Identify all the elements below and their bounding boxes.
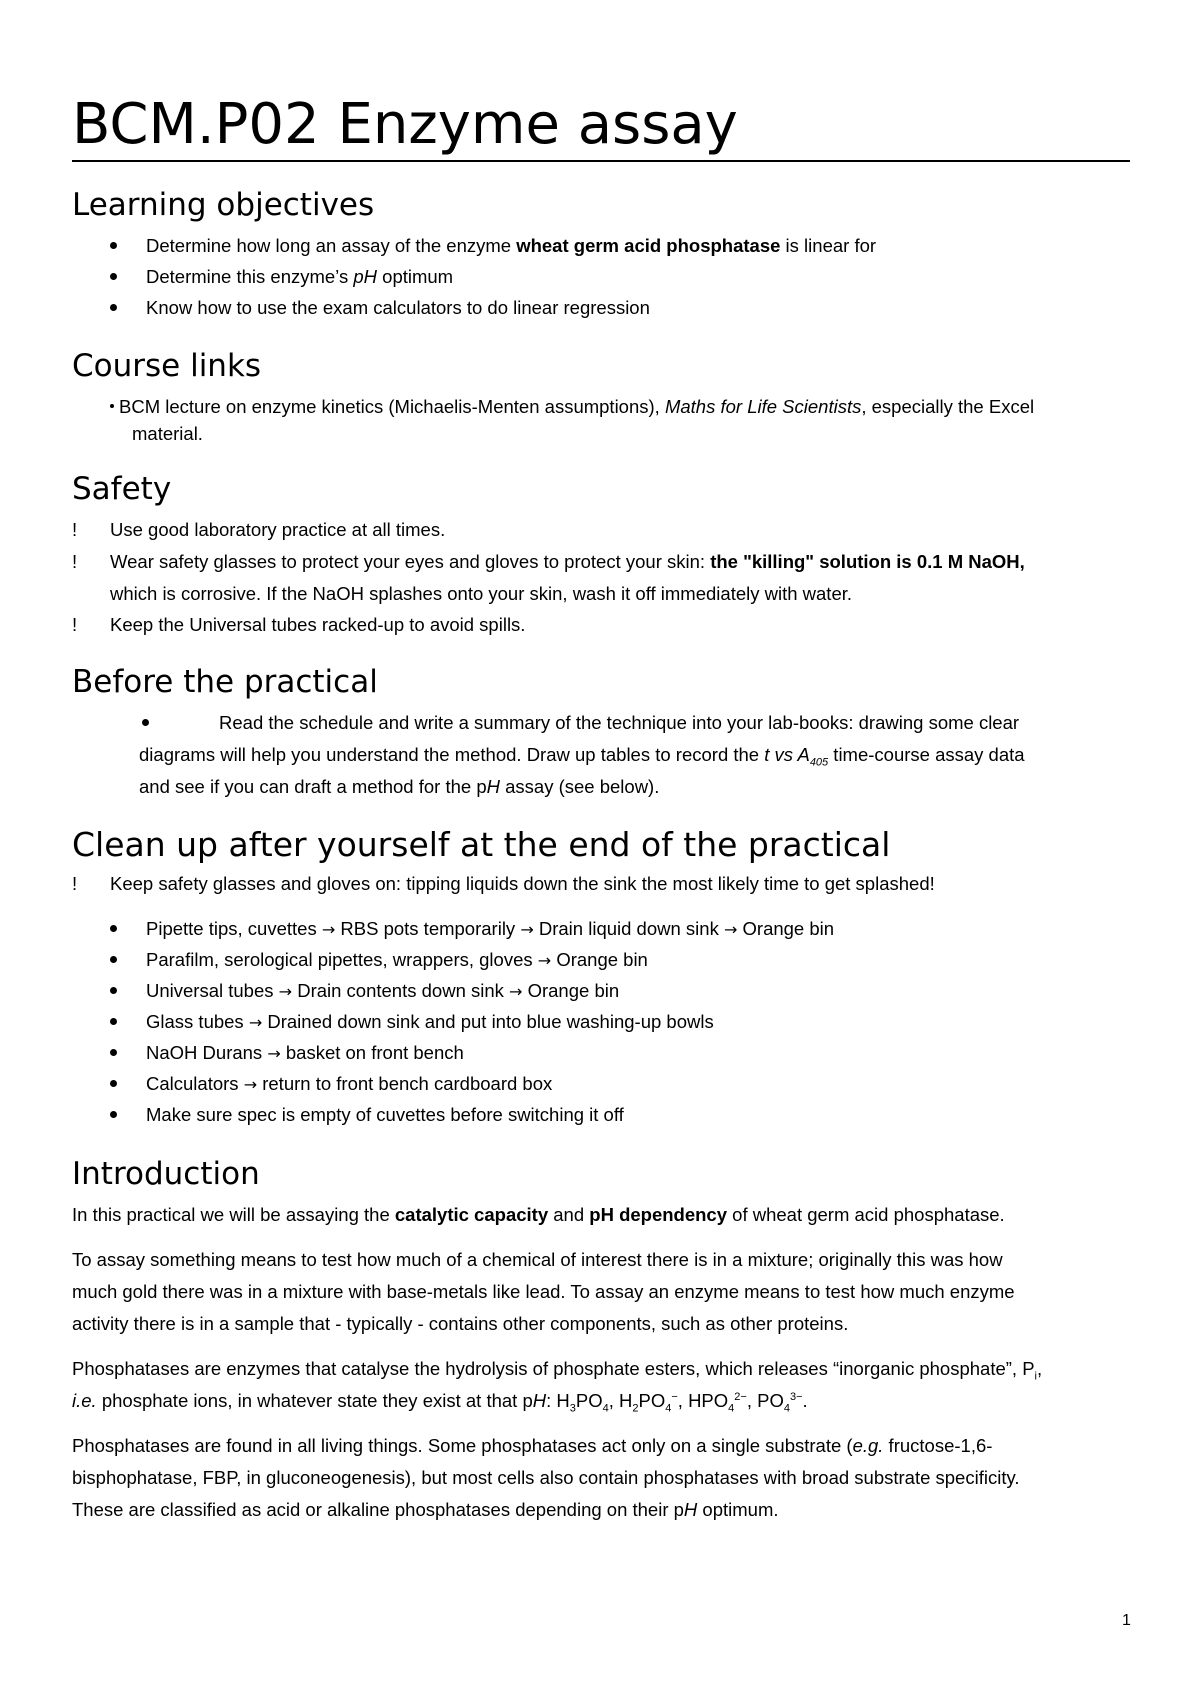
cleanup-item-7: Make sure spec is empty of cuvettes before switching it off bbox=[146, 1104, 624, 1125]
course-links-line-1: BCM lecture on enzyme kinetics (Michaelis-Menten assumptions), Maths for Life Scientists, especially the Excel bbox=[110, 393, 1034, 421]
intro-paragraph-3-line-2: i.e. phosphate ions, in whatever state they exist at that pH: $H_3PO_4$, $H_2PO_4^-$, $HPO_4^{2-}$, $PO_4^{3-}$. bbox=[72, 1390, 808, 1415]
bullet-icon bbox=[110, 273, 117, 280]
before-line-1: Read the schedule and write a summary of the technique into your lab-books: drawing some clear bbox=[219, 712, 1020, 733]
bullet-icon bbox=[110, 242, 117, 249]
document-title: BCM.P02 Enzyme assay bbox=[72, 90, 1130, 162]
intro-paragraph-4-line-2: bisphophatase, FBP, in gluconeogenesis), but most cells also contain phosphatases with broad substrate specificity. bbox=[72, 1467, 1020, 1488]
bullet-icon bbox=[110, 1111, 117, 1118]
before-line-2: diagrams will help you understand the method. Draw up tables to record the t vs $A_{405}$ time-course assay data bbox=[139, 744, 1025, 769]
intro-paragraph-4-line-3: These are classified as acid or alkaline phosphatases depending on their pH optimum. bbox=[72, 1499, 779, 1520]
intro-paragraph-4-line-1: Phosphatases are found in all living things. Some phosphatases act only on a single substrate (e.g. fructose-1,6- bbox=[72, 1435, 993, 1456]
bullet-icon bbox=[110, 956, 117, 963]
warning-mark: ! bbox=[72, 519, 78, 540]
arrow-icon: → bbox=[278, 982, 293, 1001]
objective-item-3: Know how to use the exam calculators to do linear regression bbox=[146, 297, 650, 318]
heading-safety: Safety bbox=[72, 471, 172, 507]
intro-paragraph-3-line-1: Phosphatases are enzymes that catalyse the hydrolysis of phosphate esters, which releases “inorganic phosphate”, $P_i$, bbox=[72, 1358, 1043, 1383]
cleanup-item-4: Glass tubes → Drained down sink and put into blue washing-up bowls bbox=[146, 1011, 714, 1032]
warning-mark: ! bbox=[72, 873, 78, 894]
cleanup-warning: Keep safety glasses and gloves on: tipping liquids down the sink the most likely time to get splashed! bbox=[110, 873, 935, 894]
safety-item-1: Use good laboratory practice at all times. bbox=[110, 519, 446, 540]
bullet-icon bbox=[110, 1080, 117, 1087]
warning-mark: ! bbox=[72, 551, 78, 572]
heading-learning-objectives: Learning objectives bbox=[72, 187, 375, 223]
page-number: 1 bbox=[1122, 1612, 1131, 1629]
intro-paragraph-1: In this practical we will be assaying the catalytic capacity and pH dependency of wheat germ acid phosphatase. bbox=[72, 1204, 1005, 1225]
bullet-icon bbox=[110, 987, 117, 994]
safety-item-2-cont: which is corrosive. If the NaOH splashes onto your skin, wash it off immediately with water. bbox=[110, 583, 853, 604]
bullet-icon bbox=[110, 304, 117, 311]
arrow-icon: → bbox=[537, 951, 552, 970]
cleanup-item-5: NaOH Durans → basket on front bench bbox=[146, 1042, 464, 1063]
bullet-icon bbox=[142, 719, 149, 726]
arrow-icon: → bbox=[248, 1013, 263, 1032]
heading-before-practical: Before the practical bbox=[72, 664, 378, 700]
cleanup-item-2: Parafilm, serological pipettes, wrappers, gloves → Orange bin bbox=[146, 949, 648, 970]
cleanup-item-3: Universal tubes → Drain contents down sink → Orange bin bbox=[146, 980, 620, 1001]
course-links-line-2: material. bbox=[132, 423, 203, 444]
safety-item-2: Wear safety glasses to protect your eyes and gloves to protect your skin: the "killing" solution is 0.1 M NaOH, bbox=[110, 551, 1025, 572]
objective-item-2: Determine this enzyme’s pH optimum bbox=[146, 266, 454, 287]
warning-mark: ! bbox=[72, 614, 78, 635]
objective-item-1: Determine how long an assay of the enzyme wheat germ acid phosphatase is linear for bbox=[146, 235, 877, 256]
before-line-3: and see if you can draft a method for the pH assay (see below). bbox=[139, 776, 660, 797]
arrow-icon: → bbox=[243, 1075, 258, 1094]
cleanup-item-1: Pipette tips, cuvettes → RBS pots temporarily → Drain liquid down sink → Orange bin bbox=[146, 918, 835, 939]
arrow-icon: → bbox=[520, 920, 534, 939]
arrow-icon: → bbox=[321, 920, 336, 939]
heading-clean-up: Clean up after yourself at the end of the practical bbox=[72, 825, 891, 864]
cleanup-item-6: Calculators → return to front bench cardboard box bbox=[146, 1073, 553, 1094]
heading-introduction: Introduction bbox=[72, 1156, 260, 1192]
bullet-icon bbox=[110, 1049, 117, 1056]
bullet-icon bbox=[110, 404, 114, 408]
bullet-icon bbox=[110, 925, 117, 932]
heading-course-links: Course links bbox=[72, 348, 262, 384]
arrow-icon: → bbox=[723, 920, 738, 939]
safety-item-3: Keep the Universal tubes racked-up to avoid spills. bbox=[110, 614, 526, 635]
arrow-icon: → bbox=[509, 982, 523, 1001]
bullet-icon bbox=[110, 1018, 117, 1025]
intro-paragraph-2-line-3: activity there is in a sample that - typically - contains other components, such as other proteins. bbox=[72, 1313, 849, 1334]
arrow-icon: → bbox=[267, 1044, 281, 1063]
intro-paragraph-2-line-1: To assay something means to test how much of a chemical of interest there is in a mixture; originally this was how bbox=[72, 1249, 1003, 1270]
intro-paragraph-2-line-2: much gold there was in a mixture with base-metals like lead. To assay an enzyme means to test how much enzyme bbox=[72, 1281, 1015, 1302]
